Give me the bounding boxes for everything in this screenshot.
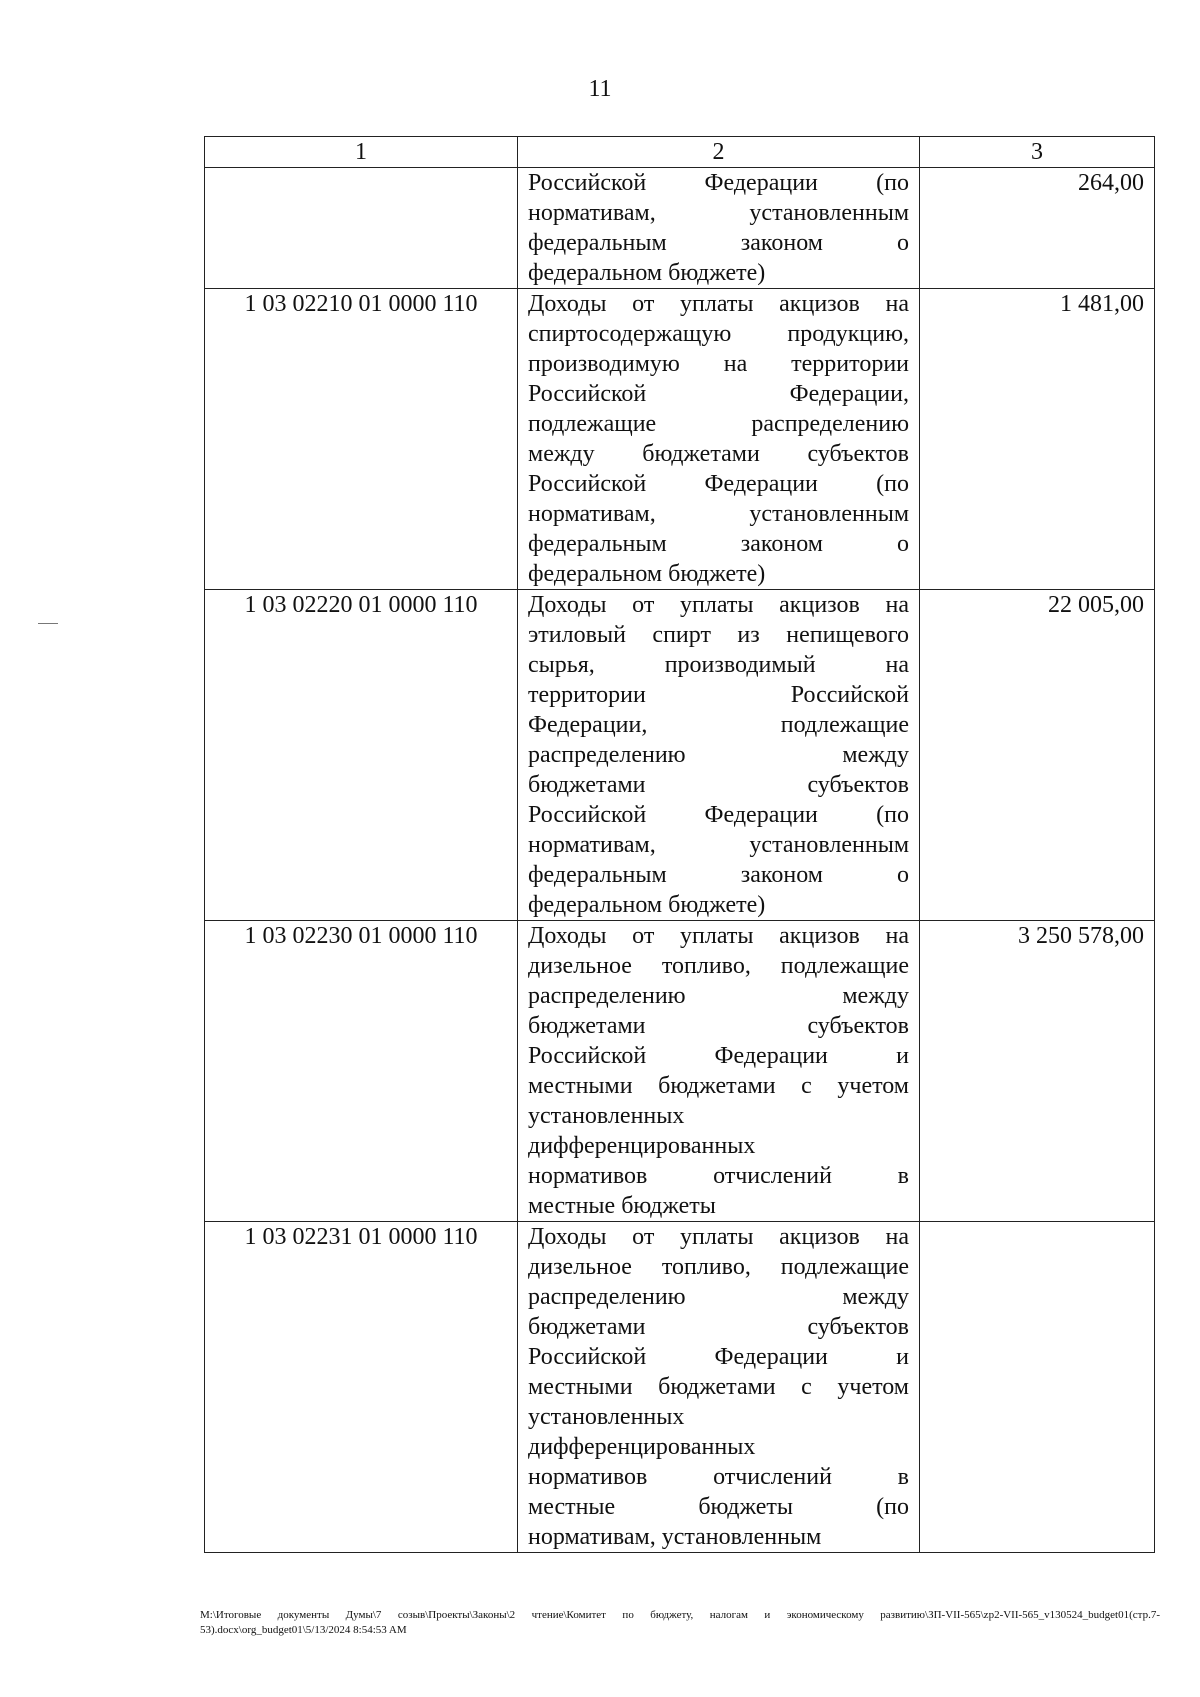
description-line: нормативов отчислений в bbox=[528, 1464, 909, 1490]
description-line: федеральном бюджете) bbox=[528, 892, 766, 918]
income-description bbox=[518, 590, 920, 921]
description-line: подлежащие распределению bbox=[528, 411, 909, 437]
description-line: Федерации, подлежащие bbox=[528, 712, 909, 738]
description-line: Российской Федерации, bbox=[528, 381, 909, 407]
description-line: распределению между bbox=[528, 983, 909, 1009]
description-line: между бюджетами субъектов bbox=[528, 441, 909, 467]
amount: 3 250 578,00 bbox=[920, 921, 1155, 1222]
description-line: Российской Федерации (по bbox=[528, 802, 909, 828]
description-line: Российской Федерации (по bbox=[528, 471, 909, 497]
description-line: сырья, производимый на bbox=[528, 652, 909, 678]
description-line: дизельное топливо, подлежащие bbox=[528, 953, 909, 979]
table-row bbox=[205, 921, 1155, 1222]
header-col-1: 1 bbox=[205, 137, 518, 168]
income-description bbox=[518, 921, 920, 1222]
description-line: Доходы от уплаты акцизов на bbox=[528, 291, 909, 317]
description-line: Российской Федерации (по bbox=[528, 170, 909, 196]
page-number: 11 bbox=[588, 76, 612, 102]
header-col-2: 2 bbox=[518, 137, 920, 168]
description-line: территории Российской bbox=[528, 682, 909, 708]
description-line: бюджетами субъектов bbox=[528, 1314, 909, 1340]
description-line: нормативам, установленным bbox=[528, 832, 909, 858]
description-line: Доходы от уплаты акцизов на bbox=[528, 592, 909, 618]
description-line: федеральным законом о bbox=[528, 230, 909, 256]
amount: 1 481,00 bbox=[920, 289, 1155, 590]
description-line: местные бюджеты bbox=[528, 1193, 716, 1219]
description-line: производимую на территории bbox=[528, 351, 909, 377]
description-line: нормативам, установленным bbox=[528, 501, 909, 527]
footer-file-path: М:\Итоговые документы Думы\7 созыв\Проекты\Законы\2 чтение\Комитет по бюджету, налогам и экономическому развитию\ЗП-VII-565\zp2-VII-565_v130524_budget01(стр.7-53).docx\org_budget01\5/13/2024 8:54:53 AM bbox=[200, 1609, 1160, 1636]
budget-code bbox=[205, 168, 518, 289]
budget-code: 1 03 02231 01 0000 110 bbox=[205, 1222, 518, 1553]
description-line: федеральным законом о bbox=[528, 862, 909, 888]
table-row bbox=[205, 168, 1155, 289]
description-line: бюджетами субъектов bbox=[528, 772, 909, 798]
description-line: дизельное топливо, подлежащие bbox=[528, 1254, 909, 1280]
description-line: местными бюджетами с учетом bbox=[528, 1073, 909, 1099]
description-line: местные бюджеты (по bbox=[528, 1494, 909, 1520]
description-line: нормативам, установленным bbox=[528, 1524, 822, 1550]
table-row bbox=[205, 289, 1155, 590]
income-description bbox=[518, 168, 920, 289]
amount: 22 005,00 bbox=[920, 590, 1155, 921]
budget-table bbox=[204, 136, 1155, 1553]
description-line: установленных bbox=[528, 1103, 685, 1129]
description-line: распределению между bbox=[528, 742, 909, 768]
header-col-3: 3 bbox=[920, 137, 1155, 168]
description-line: спиртосодержащую продукцию, bbox=[528, 321, 909, 347]
description-line: дифференцированных bbox=[528, 1133, 756, 1159]
amount: 264,00 bbox=[920, 168, 1155, 289]
description-line: федеральном бюджете) bbox=[528, 561, 766, 587]
budget-code: 1 03 02210 01 0000 110 bbox=[205, 289, 518, 590]
description-line: нормативам, установленным bbox=[528, 200, 909, 226]
description-line: Доходы от уплаты акцизов на bbox=[528, 1224, 909, 1250]
description-line: федеральным законом о bbox=[528, 531, 909, 557]
description-line: этиловый спирт из непищевого bbox=[528, 622, 909, 648]
description-line: Доходы от уплаты акцизов на bbox=[528, 923, 909, 949]
budget-code: 1 03 02230 01 0000 110 bbox=[205, 921, 518, 1222]
description-line: федеральном бюджете) bbox=[528, 260, 766, 286]
description-line: Российской Федерации и bbox=[528, 1344, 909, 1370]
description-line: установленных bbox=[528, 1404, 685, 1430]
table-row bbox=[205, 590, 1155, 921]
description-line: местными бюджетами с учетом bbox=[528, 1374, 909, 1400]
table-row bbox=[205, 1222, 1155, 1553]
budget-code: 1 03 02220 01 0000 110 bbox=[205, 590, 518, 921]
description-line: распределению между bbox=[528, 1284, 909, 1310]
scan-mark bbox=[38, 623, 58, 624]
description-line: Российской Федерации и bbox=[528, 1043, 909, 1069]
description-line: бюджетами субъектов bbox=[528, 1013, 909, 1039]
income-description bbox=[518, 289, 920, 590]
income-description bbox=[518, 1222, 920, 1553]
amount bbox=[920, 1222, 1155, 1553]
description-line: нормативов отчислений в bbox=[528, 1163, 909, 1189]
description-line: дифференцированных bbox=[528, 1434, 756, 1460]
header-row bbox=[205, 137, 1155, 168]
